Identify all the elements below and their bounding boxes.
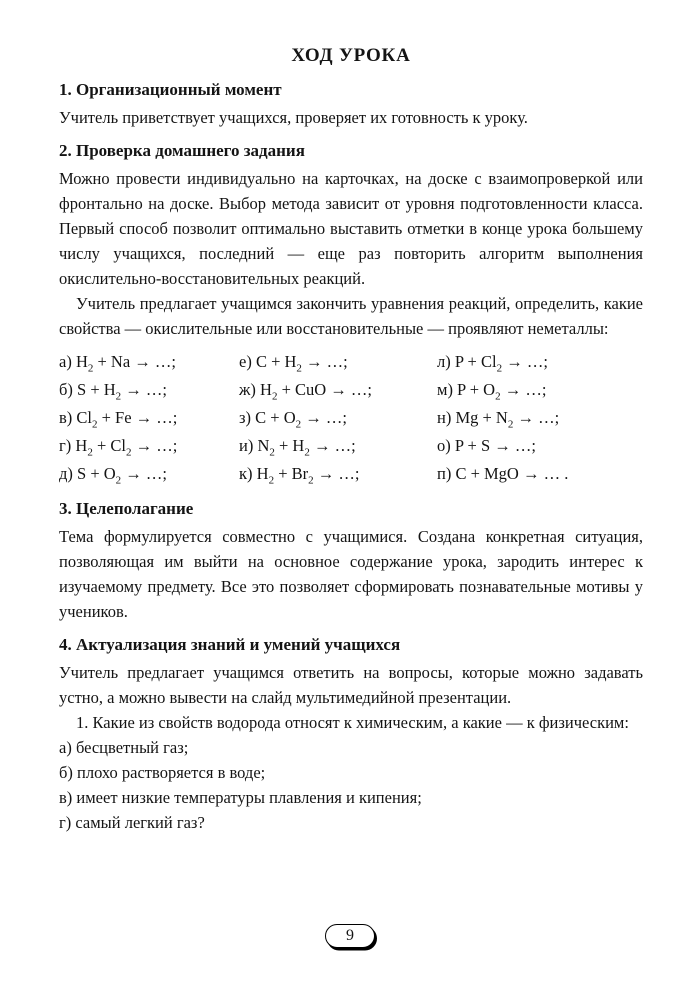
equation-item: н) $Mg + N_2$ → …; <box>437 408 560 431</box>
answer-option: в) имеет низкие температуры плавления и кипения; <box>59 788 422 807</box>
equation-item: г) $H_2 + Cl_2$ → …; <box>59 436 178 459</box>
equations-row <box>59 376 643 404</box>
section-2-heading: 2. Проверка домашнего задания <box>59 141 305 160</box>
question-1: 1. Какие из свойств водорода относят к химическим, а какие — к физическим: <box>76 713 629 732</box>
equations-row <box>59 432 643 460</box>
answer-option: а) бесцветный газ; <box>59 738 189 757</box>
equations-row <box>59 460 643 488</box>
section-4-heading: 4. Актуализация знаний и умений учащихся <box>59 635 401 654</box>
page-title: ХОД УРОКА <box>291 45 411 66</box>
equation-item: а) $H_2 + Na$ → …; <box>59 352 176 375</box>
answer-options-list <box>59 735 643 835</box>
equation-item: б) $S + H_2$ → …; <box>59 380 168 403</box>
page-number: 9 <box>346 927 354 944</box>
equation-item: в) $Cl_2 + Fe$ → …; <box>59 408 178 431</box>
equation-item: з) $C + O_2$ → …; <box>239 408 347 431</box>
equation-item: к) $H_2 + Br_2$ → …; <box>239 464 360 487</box>
equation-item: и) $N_2 + H_2$ → …; <box>239 436 356 459</box>
page-number-badge <box>325 924 375 948</box>
equation-item: д) $S + O_2$ → …; <box>59 464 168 487</box>
equation-item: о) P + S → …; <box>437 436 536 455</box>
section-2-paragraph-2: Учитель предлагает учащимся закончить уравнения реакций, определить, какие свойства — окислительные или восстановительные — проявляют неметаллы: <box>59 294 643 338</box>
equation-item: п) C + MgO → … . <box>437 464 569 483</box>
equation-item: е) $C + H_2$ → …; <box>239 352 348 375</box>
section-4-paragraph: Учитель предлагает учащимся ответить на вопросы, которые можно задавать устно, а можно вывести на слайд мультимедийной презентации. <box>59 663 643 707</box>
section-3-heading: 3. Целеполагание <box>59 499 194 518</box>
equation-item: ж) $H_2$ + CuO → …; <box>239 380 372 403</box>
answer-option: г) самый легкий газ? <box>59 813 205 832</box>
equations-row <box>59 404 643 432</box>
section-1-paragraph: Учитель приветствует учащихся, проверяет их готовность к уроку. <box>59 108 528 127</box>
answer-option: б) плохо растворяется в воде; <box>59 763 266 782</box>
equation-item: м) $P + O_2$ → …; <box>437 380 547 403</box>
equations-table <box>59 348 643 488</box>
section-2-paragraph-1: Можно провести индивидуально на карточках, на доске с взаимопроверкой или фронтально на доске. Выбор метода зависит от уровня подготовленности класса. Первый способ позволит оптимально выставить отметки в конце урока большему числу учащихся, последний — еще раз повторить алгоритм выполнения окислительно-восстановительных реакций. <box>59 169 643 288</box>
section-3-paragraph: Тема формулируется совместно с учащимися. Создана конкретная ситуация, позволяющая им выйти на основное содержание урока, зародить интерес к изучаемому предмету. Все это позволяет сформировать познавательные мотивы у учеников. <box>59 527 643 621</box>
equations-row <box>59 348 643 376</box>
section-1-heading: 1. Организационный момент <box>59 80 282 99</box>
equation-item: л) $P + Cl_2$ → …; <box>437 352 548 375</box>
